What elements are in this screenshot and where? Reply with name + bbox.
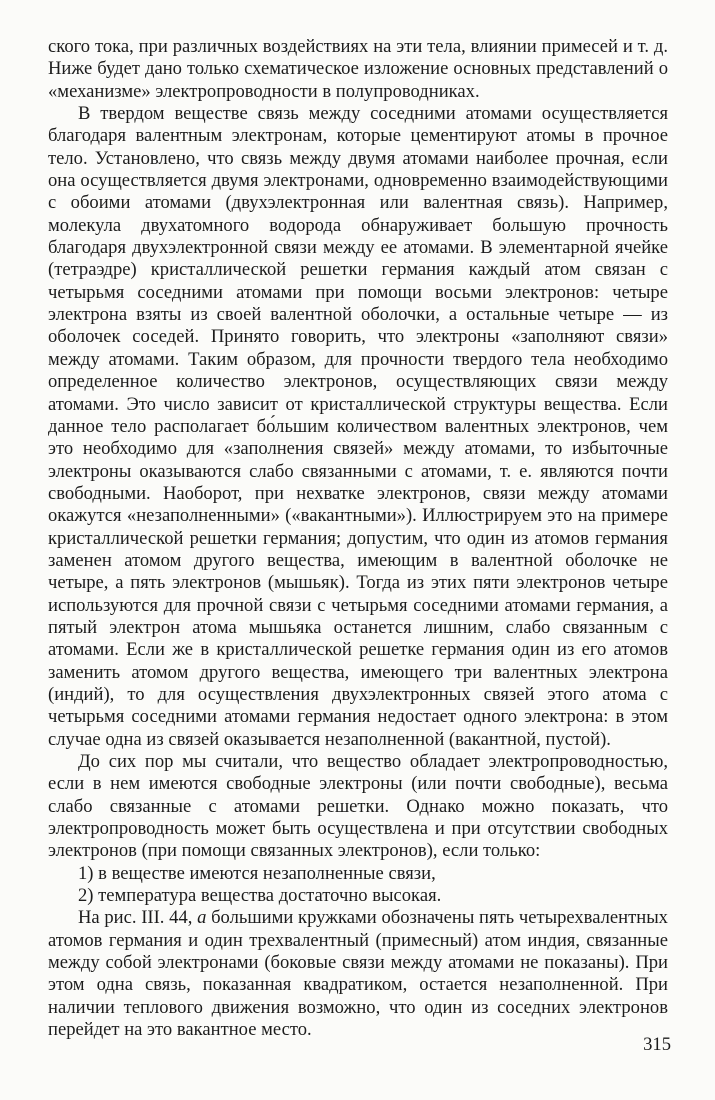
- list-item-1: 1) в веществе имеются незаполненные связи,: [78, 862, 436, 884]
- paragraph-continued: ского тока, при различных воздействиях на эти тела, влиянии примесей и т. д. Ниже будет дано только схематическое изложение основных представлений о «механизме» электропроводности в полупроводниках.: [48, 36, 668, 102]
- paragraph-figure-ref: [48, 907, 668, 1041]
- figure-description: большими кружками обозначены пять четырехвалентных атомов германия и один трехвалентный (примесный) атом индия, связанные между собой электронами (боковые связи между атомами не показаны). При этом одна связь, показанная квадратиком, остается незаполненной. При наличии теплового движения возможно, что один из соседних электронов перейдет на это вакантное место.: [48, 907, 668, 1041]
- page-body: [48, 36, 668, 1041]
- paragraph-valence-bonds: В твердом веществе связь между соседними атомами осуществляется благодаря валентным электронам, которые цементируют атомы в прочное тело. Установлено, что связь между двумя атомами наиболее прочная, если она осуществляется двумя электронами, одновременно взаимодействующими с обоими атомами (двухэлектронная или валентная связь). Например, молекула двухатомного водорода обнаруживает большую прочность благодаря двухэлектронной связи между ее атомами. В элементарной ячейке (тетраэдре) кристаллической решетки германия каждый атом связан с четырьмя соседними атомами при помощи восьми электронов: четыре электрона взяты из своей валентной оболочки, а остальные четыре — из оболочек соседей. Принято говорить, что электроны «заполняют связи» между атомами. Таким образом, для прочности твердого тела необходимо определенное количество электронов, осуществляющих связи между атомами. Это число зависит от кристаллической структуры вещества. Если данное тело располагает бо́льшим количеством валентных электронов, чем это необходимо для «заполнения связей» между атомами, то избыточные электроны оказываются слабо связанными с атомами, т. е. являются почти свободными. Наоборот, при нехватке электронов, связи между атомами окажутся «незаполненными» («вакантными»). Иллюстрируем это на примере кристаллической решетки германия; допустим, что один из атомов германия заменен атомом другого вещества, имеющим в валентной оболочке не четыре, а пять электронов (мышьяк). Тогда из этих пяти электронов четыре используются для прочной связи с четырьмя соседними атомами германия, а пятый электрон атома мышьяка останется лишним, слабо связанным с атомами. Если же в кристаллической решетке германия один из его атомов заменить атомом другого вещества, имеющего три валентных электрона (индий), то для осуществления двухэлектронных связей этого атома с четырьмя соседними атомами германия недостает одного электрона: в этом случае одна из связей оказывается незаполненной (вакантной, пустой).: [48, 103, 668, 750]
- list-item-2: 2) температура вещества достаточно высокая.: [78, 885, 442, 907]
- page-number: 315: [643, 1034, 671, 1055]
- figure-letter: а: [197, 907, 207, 929]
- paragraph-conductivity: До сих пор мы считали, что вещество обладает электропроводностью, если в нем имеются свободные электроны (или почти свободные), весьма слабо связанные с атомами решетки. Однако можно показать, что электропроводность может быть осуществлена и при отсутствии свободных электронов (при помощи связанных электронов), если только:: [48, 751, 668, 862]
- figure-reference: На рис. III. 44,: [78, 907, 193, 929]
